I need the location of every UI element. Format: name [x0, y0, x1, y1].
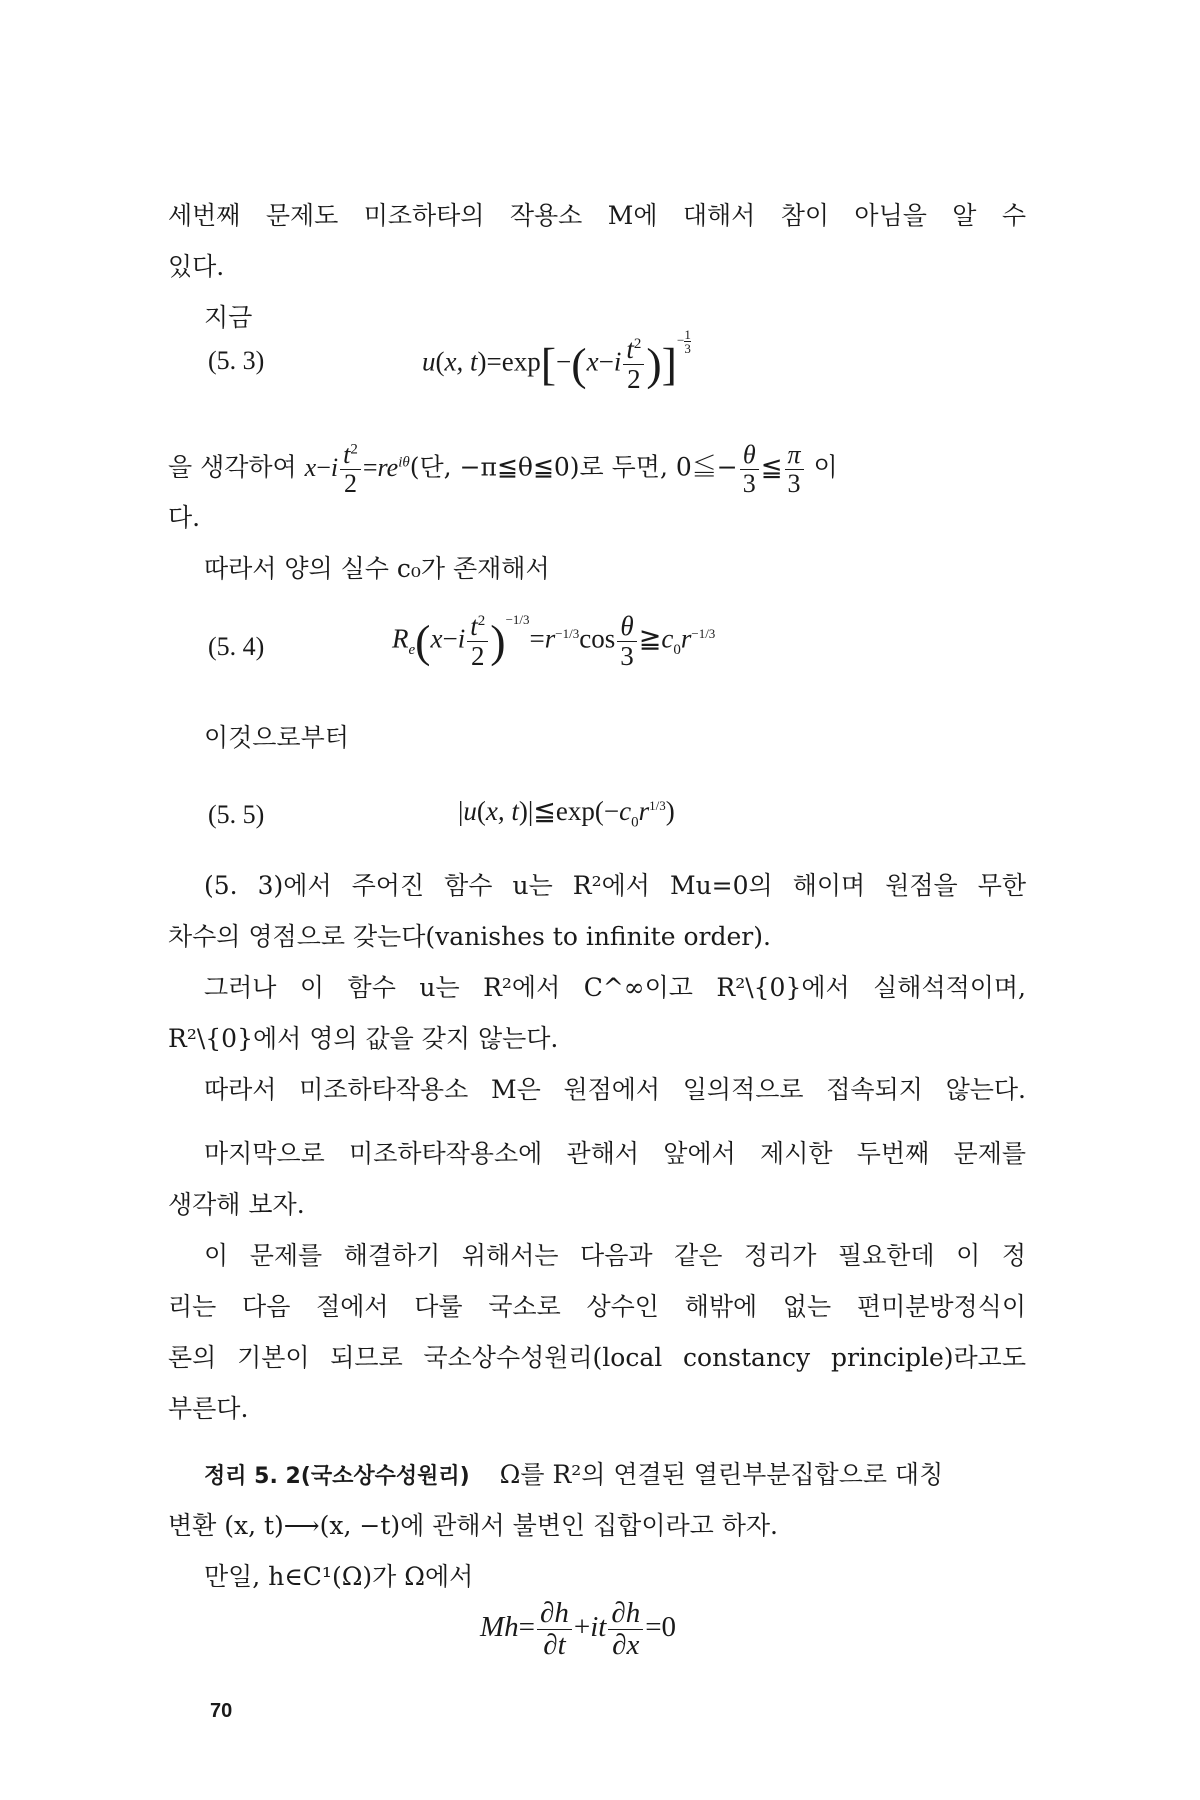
- equation-5-4: $R_e(x-i$ $\frac{t^2}{2}$ )−1/3=r−1/3cos $\frac{\theta}{3}$ $≧c_0r-1/3$: [392, 611, 716, 671]
- paragraph-1-line-2: 있다.: [168, 252, 225, 281]
- page-number: 70: [210, 1700, 233, 1722]
- theorem-line-1: [204, 1449, 1026, 1502]
- theorem-title: 정리 5. 2(국소상수성원리): [204, 1464, 470, 1489]
- paragraph-2-pre: 을 생각하여: [168, 452, 297, 482]
- theorem-line-3: 만일, h∈C¹(Ω)가 Ω에서: [204, 1562, 474, 1591]
- paragraph-jigeum: 지금: [204, 303, 253, 332]
- paragraph-6-line-1: 그러나 이 함수 u는 R²에서 C^∞이고 R²\{0}에서 실해석적이며,: [204, 973, 1026, 1002]
- paragraph-1-line-1: 세번째 문제도 미조하타의 작용소 M에 대해서 참이 아님을 알 수: [168, 201, 1026, 230]
- equation-5-3-number: (5. 3): [208, 346, 265, 375]
- paragraph-7: 따라서 미조하타작용소 M은 원점에서 일의적으로 접속되지 않는다.: [204, 1075, 1026, 1104]
- paragraph-9-line-4: 부른다.: [168, 1394, 249, 1423]
- equation-mizohata-operator: Mh= $\frac{\partial h}{\partial t}$ +it $\frac{\partial h}{\partial x}$ =0: [480, 1597, 677, 1661]
- paragraph-2-mid: (단, −π≦θ≦0)로 두면, 0≦−: [409, 452, 738, 482]
- paragraph-9-line-1: 이 문제를 해결하기 위해서는 다음과 같은 정리가 필요한데 이 정: [204, 1241, 1026, 1270]
- inline-math-substitution: x−i $\frac{t^2}{2}$ $=re^{i\theta}$: [304, 440, 410, 499]
- equation-5-3: u(x, t)=exp[−(x−i $\frac{t^2}{2}$ )] − $\frac{1}{3}$: [422, 327, 691, 394]
- equation-5-4-number: (5. 4): [208, 632, 265, 661]
- equation-5-5-number: (5. 5): [208, 800, 265, 829]
- paragraph-8-line-1: 마지막으로 미조하타작용소에 관해서 앞에서 제시한 두번째 문제를: [204, 1139, 1026, 1168]
- paragraph-4: 이것으로부터: [204, 723, 349, 752]
- paragraph-3: 따라서 양의 실수 c₀가 존재해서: [204, 554, 550, 583]
- paragraph-9-line-2: 리는 다음 절에서 다룰 국소로 상수인 해밖에 없는 편미분방정식이: [168, 1292, 1026, 1321]
- paragraph-6-line-2: R²\{0}에서 영의 값을 갖지 않는다.: [168, 1024, 559, 1053]
- paragraph-5-line-1: (5. 3)에서 주어진 함수 u는 R²에서 Mu=0의 해이며 원점을 무한: [204, 871, 1026, 900]
- paragraph-8-line-2: 생각해 보자.: [168, 1190, 305, 1219]
- theorem-line-1-rest: Ω를 R²의 연결된 열린부분집합으로 대칭: [499, 1460, 944, 1489]
- inline-math-theta-bound: $\frac{\theta}{3}$ ≦ $\frac{\pi}{3}$: [738, 453, 806, 482]
- equation-5-5: |u(x, $t)|≦\exp(-c_0r1/3)$: [458, 796, 675, 831]
- paragraph-5-line-2: 차수의 영점으로 갖는다(vanishes to infinite order).: [168, 922, 771, 951]
- paragraph-2-line-1: [168, 432, 1026, 498]
- paragraph-2-line-2: 다.: [168, 503, 201, 532]
- paragraph-9-line-3: 론의 기본이 되므로 국소상수성원리(local constancy principle)라고도: [168, 1343, 1026, 1372]
- theorem-line-2: 변환 (x, t)⟶(x, −t)에 관해서 불변인 집합이라고 하자.: [168, 1511, 778, 1540]
- paragraph-2-post: 이: [813, 452, 838, 482]
